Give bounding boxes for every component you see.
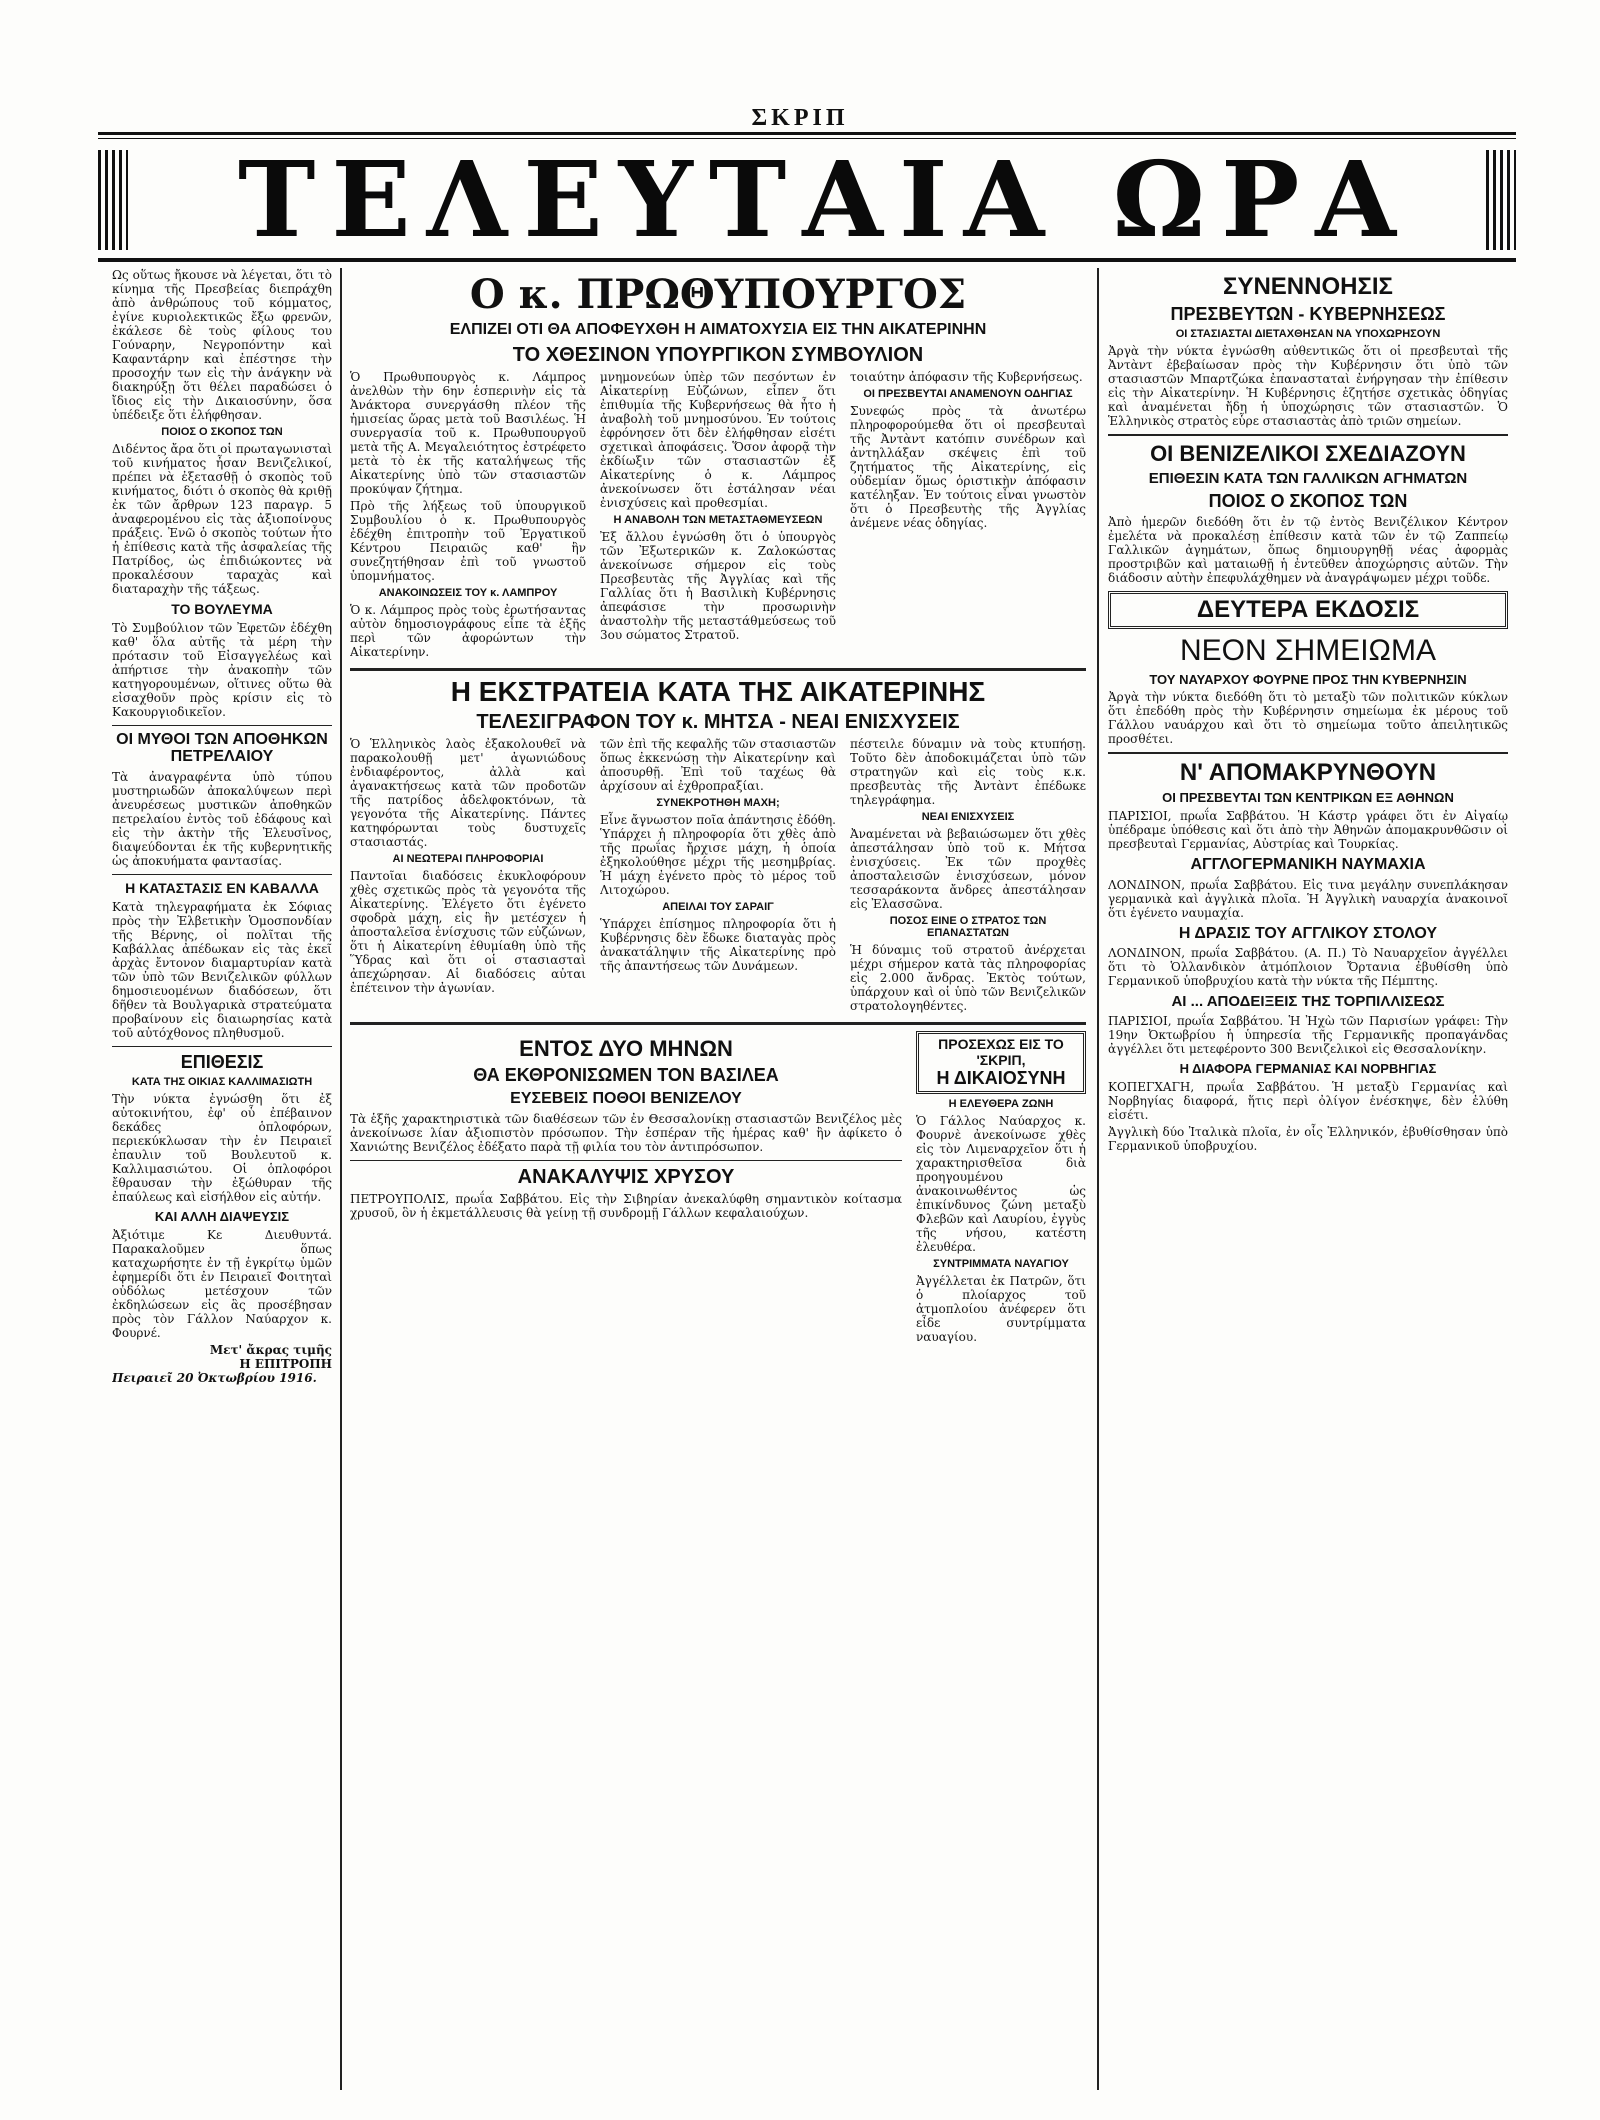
a-col1-body-3: Ὁ κ. Λάμπρος πρὸς τοὺς ἐρωτήσαντας αὐτὸν δημοσιογράφους εἶπε τὰ ἑξῆς περὶ τῶν ἀφορώντων τὴν Αἰκατερίνην. — [350, 602, 586, 659]
b-col2-body-3: Ὑπάρχει ἐπίσημος πληροφορία ὅτι ἡ Κυβέρνησις δὲν ἔδωκε διαταγὰς πρὸς ἀνακατάληψιν τῆς Αἰκατερίνης πρὸ τῆς ἀπαντήσεως τῶν Δυνάμεων. — [600, 917, 836, 974]
b-col1-body: Ὁ Ἑλληνικὸς λαὸς ἐξακολουθεῖ νὰ παρακολουθῇ μετ' ἀγωνιώδους ἐνδιαφέροντος, ἀλλὰ καὶ ἀγανακτήσεως κατὰ τῶν προδοτῶν τῆς πατρίδος ἀδελφοκτόνων, τὰ γεγονότα τῆς Αἰκατερίνης. Πάντες κατηφόρωνται τοὺς δυστυχεῖς στασιαστάς. — [350, 737, 586, 850]
d-box-line-1: ΠΡΟΣΕΧΩΣ ΕΙΣ ΤΟ 'ΣΚΡΙΠ, — [938, 1036, 1064, 1069]
h2-headline-right: ΟΙ ΒΕΝΙΖΕΛΙΚΟΙ ΣΧΕΔΙΑΖΟΥΝ — [1150, 440, 1466, 466]
s6-heading: ΚΑΙ ΑΛΛΗ ΔΙΑΨΕΥΣΙΣ — [154, 1209, 290, 1225]
f-body-right: ΛΟΝΔΙΝΟΝ, πρωΐα Σαββάτου. (Α. Π.) Τὸ Ναυαρχεῖον ἀγγέλλει ὅτι τὸ Ὁλλανδικὸν ἀτμόπλοιον Ὄρτανια ἐβυθίσθη ὑπὸ Γερμανικοῦ ὑποβρυχίου κατὰ τὴν νύκτα τῆς Πέμπτης. — [1108, 946, 1508, 989]
h6-headline-right: Η ΔΡΑΣΙΣ ΤΟΥ ΑΓΓΛΙΚΟΥ ΣΤΟΛΟΥ — [1178, 924, 1438, 942]
a-body-right: Ἀργὰ τὴν νύκτα ἐγνώσθη αὐθεντικῶς ὅτι οἱ πρεσβευταὶ τῆς Ἀντὰντ ἐβεβαίωσαν πρὸς τὴν Κυβέρνησιν ὅτι ὑπὸ τῶν στασιαστῶν Μπαρτζώκα ἐπανασταταὶ ἐνήργησαν τὴν ἐπίθεσιν εἰς τὴν Αἰκατερίνην. Ἡ Κυβέρνησις ἐζητήσε σχετικὰς ὁδηγίας καὶ ἀναμένεται ἤδη ἡ ὑποχώρησις τῶν στασιαστῶν. Ὁ Ἑλληνικὸς στρατὸς εὗρε στασιαστὰς ἀπὸ τριῶν σημείων. — [1108, 344, 1508, 429]
a-col1-body: Ὁ Πρωθυπουργὸς κ. Λάμπρος ἀνελθὼν τὴν 6ην ἑσπερινὴν εἰς τὰ Ἀνάκτορα συνεργάσθη πλέον τῆς ἡμισείας ὥρας μετὰ τοῦ Βασιλέως. Ἡ συνεργασία τοῦ κ. Πρωθυπουργοῦ μετὰ τῆς Α. Μεγαλειότητος ἐστρέφετο μετὰ τὸ ἐκ τῆς καταλήψεως τῆς Αἰκατερίνης ὑπὸ τῶν στασιαστῶν προκύψαν ζήτημα. — [350, 369, 586, 496]
intro-text: Ως οὕτως ἤκουσε νὰ λέγεται, ὅτι τὸ κίνημα τῆς Πρεσβείας διεπράχθη ἀπὸ ἀνθρώπους τοῦ κόμματος, ἐγίνε κυριολεκτικῶς ἔξω φρενῶν, ἐκάλεσε δὲ τοὺς φίλους του Γούναρην, Νεγροπόντην καὶ Καφαντάρην καὶ ἐπέστησε τὴν προσοχήν των εἰς τὴν ἀνάγκην νὰ διακηρύξῃ ὅτι θέλει παραδώσει ὁ ἴδιος εἰς τὴν Δικαιοσύνην, ὅσα ὑπέδειξε ὅτι ἐλήφθησαν. — [112, 268, 332, 422]
e-body: ΠΕΤΡΟΥΠΟΛΙΣ, πρωΐα Σαββάτου. Εἰς τὴν Σιβηρίαν ἀνεκαλύφθη σημαντικὸν κοίτασμα χρυσοῦ, ὃν ἡ ἐκμετάλλευσις θὰ γείνῃ τῇ συνδρομῇ Γάλλων κεφαλαιούχων. — [350, 1192, 902, 1221]
h3-subheading-right: ΤΟΥ ΝΑΥΑΡΧΟΥ ΦΟΥΡΝΕ ΠΡΟΣ ΤΗΝ ΚΥΒΕΡΝΗΣΙΝ — [1149, 671, 1467, 687]
s3-body: Τὰ ἀναγραφέντα ὑπὸ τύπου μυστηριωδῶν ἀποκαλύψεων περὶ ἀνευρέσεως μυστικῶν ἀποθηκῶν πετρελαίου ἐντὸς τοῦ ἐδάφους καὶ εἰς τὴν ἀκτὴν τῆς Ἐλευσῖνος, διαψεύδονται ἐκ τῆς κυβερνητικῆς ὡς ἀποκυήματα φαντασίας. — [112, 769, 332, 868]
a-col1-body-2: Πρὸ τῆς λήξεως τοῦ ὑπουργικοῦ Συμβουλίου ὁ κ. Πρωθυπουργὸς ἐδέχθη ἐπιτροπὴν τοῦ Ἐργατικοῦ Κέντρου Πειραιῶς καθ' ἣν συνεζητήθησαν ἐπὶ τοῦ γνωστοῦ ὑπομνήματος. — [350, 498, 586, 583]
h7-headline-right: ΑΙ ... ΑΠΟΔΕΙΞΕΙΣ ΤΗΣ ΤΟΡΠΙΛΛΙΣΕΩΣ — [1171, 993, 1445, 1011]
h1-subheading-right-2: ΟΙ ΣΤΑΣΙΑΣΤΑΙ ΔΙΕΤΑΧΘΗΣΑΝ ΝΑ ΥΠΟΧΩΡΗΣΟΥΝ — [1175, 328, 1441, 341]
b-col3-heading: ΝΕΑΙ ΕΝΙΣΧΥΣΕΙΣ — [921, 811, 1015, 824]
s6-body: Ἀξιότιμε Κε Διευθυντά. Παρακαλοῦμεν ὅπως καταχωρήσητε ἐν τῇ ἐγκρίτῳ ὑμῶν ἐφημερίδι ὅτι ἐν Πειραιεῖ Φοιτηταὶ οὐδόλως μετέσχουν τῶν ἐκδηλώσεων εἰς ἃς προσέβησαν πρὸς τὸν Γάλλον Ναύαρχον κ. Φουρνέ. — [112, 1228, 332, 1340]
b-col2-body-2: Εἶνε ἄγνωστον ποῖα ἀπάντησις ἐδόθη. Ὑπάρχει ἡ πληροφορία ὅτι χθὲς ἀπὸ τῆς πρωΐας ἤρχισε μάχη, ἡ ὁποία ἐξηκολούθησε μέχρι τῆς μεσημβρίας. Ἡ μάχη ἐγένετο πρὸς τὸ μέρος τοῦ Λιτοχώρου. — [600, 813, 836, 898]
h2-subheading-right: ΕΠΙΘΕΣΙΝ ΚΑΤΑ ΤΩΝ ΓΑΛΛΙΚΩΝ ΑΓΗΜΑΤΩΝ — [1148, 469, 1468, 487]
b-col2-heading-2: ΑΠΕΙΛΑΙ ΤΟΥ ΣΑΡΑΙΓ — [662, 901, 774, 914]
h1-subheading: ΕΛΠΙΖΕΙ ΟΤΙ ΘΑ ΑΠΟΦΕΥΧΘΗ Η ΑΙΜΑΤΟΧΥΣΙΑ ΕΙΣ ΤΗΝ ΑΙΚΑΤΕΡΙΝΗΝ — [449, 321, 987, 338]
column-right — [1108, 268, 1508, 2090]
b-col3-body-2: Ἀναμένεται νὰ βεβαιώσωμεν ὅτι χθὲς ἀπεστάλησαν ὑπὸ τοῦ κ. Μήτσα ἐνισχύσεις. Ἐκ τῶν προχθὲς ἀποσταλεισῶν ἐνισχύσεων, μόνον τεσσαράκοντα ἄνδρες ἀπεστάλησαν εἰς Ἐλασσῶνα. — [850, 827, 1086, 912]
h1-headline: Ο κ. ΠΡΩΘΥΠΟΥΡΓΟΣ — [469, 271, 967, 318]
s2-heading: ΤΟ ΒΟΥΛΕΥΜΑ — [171, 601, 273, 617]
b-col2-body: τῶν ἐπὶ τῆς κεφαλῆς τῶν στασιαστῶν ὅπως ἐκκενώσῃ τὴν Αἰκατερίνην καὶ ἀποσυρθῇ. Ἐπὶ τοῦ ταχέως θὰ ἀρχίσουν αἱ ἐχθροπραξίαι. — [600, 737, 836, 794]
s5-body: Τὴν νύκτα ἐγνώσθη ὅτι ἐξ αὐτοκινήτου, ἐφ' οὗ ἐπέβαινον δεκάδες ὁπλοφόρων, περιεκύκλωσαν τὴν ἐν Πειραιεῖ ἐπαυλιν τοῦ Βουλευτοῦ κ. Καλλιμασιώτου. Οἱ ὁπλοφόροι ἔθραυσαν τὴν ἐξώθυραν τῆς ἐπαύλεως καὶ εἰσήλθον εἰς αὐτήν. — [112, 1092, 332, 1205]
e-body-right: ΛΟΝΔΙΝΟΝ, πρωΐα Σαββάτου. Εἰς τινα μεγάλην συνεπλάκησαν γερμανικὰ καὶ ἀγγλικὰ πλοῖα. Ἡ Ἀγγλικὴ ναυαρχία ἀνακοινοῖ ὅτι ἐγένετο ναυμαχία. — [1108, 877, 1508, 920]
s4-heading: Η ΚΑΤΑΣΤΑΣΙΣ ΕΝ ΚΑΒΑΛΛΑ — [125, 880, 319, 897]
h2-subheading-right-2: ΠΟΙΟΣ Ο ΣΚΟΠΟΣ ΤΩΝ — [1208, 491, 1408, 512]
h1-subheading-2: ΤΟ ΧΘΕΣΙΝΟΝ ΥΠΟΥΡΓΙΚΟΝ ΣΥΜΒΟΥΛΙΟΝ — [512, 343, 924, 366]
d-body-right: ΠΑΡΙΣΙΟΙ, πρωΐα Σαββάτου. Ἡ Κάστρ γράφει ὅτι ἐν Αἰγαίῳ ὑπέδραμε ὑπόθεσις καὶ ὅτι ἀπὸ τὴν Ἀθηνῶν ἀπομακρυνθῶσιν οἱ πρεσβευταὶ Γερμανίας, Αὐστρίας καὶ Τουρκίας. — [1108, 808, 1508, 851]
column-separator-1 — [340, 268, 342, 2090]
h2-headline: Η ΕΚΣΤΡΑΤΕΙΑ ΚΑΤΑ ΤΗΣ ΑΙΚΑΤΕΡΙΝΗΣ — [450, 675, 986, 707]
s4-body: Κατὰ τηλεγραφήματα ἐκ Σόφιας πρὸς τὴν Ἐλβετικὴν Ὁμοσπονδίαν τῆς Βέρνης, οἱ πολῖται τῆς Καβάλλας ἀπέδωκαν εἰς τὰς ἐκεῖ ἀρχὰς ἔντονον διαμαρτυρίαν κατὰ τῶν ὑπὸ τῶν Βενιζελικῶν φύλλων δημοσιευομένων διαδόσεων, ὅτι δῆθεν τὰ Βουλγαρικὰ στρατεύματα προβαίνουν εἰς διαιωρησίας κατὰ τοῦ αὐτόχθονος πληθυσμοῦ. — [112, 899, 332, 1040]
a-col1-heading: ΑΝΑΚΟΙΝΩΣΕΙΣ ΤΟΥ κ. ΛΑΜΠΡΟΥ — [378, 586, 558, 599]
s1-heading: ΠΟΙΟΣ Ο ΣΚΟΠΟΣ ΤΩΝ — [161, 426, 283, 438]
d-heading-2: ΣΥΝΤΡΙΜΜΑΤΑ ΝΑΥΑΓΙΟΥ — [933, 1258, 1069, 1271]
top-rule-thin — [98, 138, 1516, 139]
d-body: Ὁ Γάλλος Ναύαρχος κ. Φουρνὲ ἀνεκοίνωσε χθὲς εἰς τὸν Λιμεναρχεῖον ὅτι ἡ χαρακτηρισθεῖσα διὰ προηγουμένου ἀνακοινωθέντος ὡς ἐπικίνδυνος ζώνη μεταξὺ Φλεβῶν καὶ Λαυρίου, ἐγγὺς τῆς νήσου, κατέστη ἐλευθέρα. — [916, 1114, 1086, 1255]
d-body-2: Ἀγγέλλεται ἐκ Πατρῶν, ὅτι ὁ πλοίαρχος τοῦ ἀτμοπλοίου ἀνέφερεν ὅτι εἶδε συντρίμματα ναυαγίου. — [916, 1274, 1086, 1345]
g-body-right: ΠΑΡΙΣΙΟΙ, πρωΐα Σαββάτου. Ἡ Ἠχὼ τῶν Παρισίων γράφει: Τὴν 19ην Ὀκτωβρίου ἡ ὑπηρεσία τῆς Γερμανικῆς προπαγάνδας ἀγγέλλει ὅτι μετεφέροντο 300 Βενιζελικοὶ εἰς Θεσσαλονίκην. — [1108, 1014, 1508, 1057]
d-box — [916, 1031, 1086, 1094]
second-edition-box: ΔΕΥΤΕΡΑ ΕΚΔΟΣΙΣ — [1108, 591, 1508, 629]
d-heading: Η ΕΛΕΥΘΕΡΑ ΖΩΝΗ — [948, 1098, 1054, 1111]
signature: Η ΕΠΙΤΡΟΠΗ — [239, 1357, 332, 1371]
article-2 — [350, 737, 1086, 1016]
a-col3-heading: ΟΙ ΠΡΕΣΒΕΥΤΑΙ ΑΝΑΜΕΝΟΥΝ ΟΔΗΓΙΑΣ — [863, 387, 1073, 400]
s3-heading: ΟΙ ΜΥΘΟΙ ΤΩΝ ΑΠΟΘΗΚΩΝ ΠΕΤΡΕΛΑΙΟΥ — [116, 731, 328, 765]
signoff: Μετ' ἄκρας τιμῆς — [209, 1343, 332, 1357]
h1-subheading-right: ΠΡΕΣΒΕΥΤΩΝ - ΚΥΒΕΡΝΗΣΕΩΣ — [1170, 304, 1446, 325]
c-subheading: ΘΑ ΕΚΘΡΟΝΙΣΩΜΕΝ ΤΟΝ ΒΑΣΙΛΕΑ — [473, 1065, 779, 1086]
a-col2-body: μνημονεύων ὑπὲρ τῶν πεσόντων ἐν Αἰκατερίνῃ Εὐζώνων, εἶπεν ὅτι ἐπιθυμία τῆς Κυβερνήσεως θὰ ἦτο ἡ ἀναβολὴ τοῦ μνημοσύνου. Ἐν τούτοις ἐφρόνησεν ὅτι δὲν ἐλήφθησαν εἰσέτι σχετικαὶ ἀποφάσεις. Ὅσον ἀφορᾷ τὴν ἐκδίωξιν τῶν στασιαστῶν ἐξ Αἰκατερίνης ὁ κ. Λάμπρος ἀνεκοίνωσεν ὅτι ἐστάλησαν νέαι ἐνισχύσεις καὶ προθεσμίαι. — [600, 369, 836, 510]
banner-title: ΤΕΛΕΥΤΑΙΑ ΩΡΑ — [238, 150, 1412, 250]
h2-subheading: ΤΕΛΕΣΙΓΡΑΦΟΝ ΤΟΥ κ. ΜΗΤΣΑ - ΝΕΑΙ ΕΝΙΣΧΥΣΕΙΣ — [476, 711, 960, 734]
s5-subheading: ΚΑΤΑ ΤΗΣ ΟΙΚΙΑΣ ΚΑΛΛΙΜΑΣΙΩΤΗ — [131, 1076, 313, 1089]
a-col2-body-2: Ἐξ ἄλλου ἐγνώσθη ὅτι ὁ ὑπουργὸς τῶν Ἐξωτερικῶν κ. Ζαλοκώστας ἀνεκοίνωσε σήμερον εἰς τοὺς Πρεσβευτὰς τῆς Ἀγγλίας καὶ τῆς Γαλλίας ὅτι ἡ Βασιλικὴ Κυβέρνησις ἀπεφάσισε τὴν προσωρινὴν ἀναστολὴν τῆς μεταστάθμεύσεως τοῦ 3ου σώματος Στρατοῦ. — [600, 529, 836, 642]
b-col1-body-2: Παντοῖαι διαδόσεις ἐκυκλοφόρουν χθὲς σχετικῶς πρὸς τὰ γεγονότα τῆς Αἰκατερίνης. Ἐλέγετο ὅτι ἐγένετο σφοδρὰ μάχη, εἰς ἣν μετέσχεν ἡ ἀποσταλεῖσα ἐνίσχυσις τῶν εὐζώνων, ὅτι ἡ Αἰκατερίνη ἐθυμίαθη ὑπὸ τῆς Ὕδρας καὶ ὅτι οἱ στασιασταὶ ἀπεχώρησαν. Αἱ διαδόσεις αὐται ἐπέτεινον τὴν ἀγωνίαν. — [350, 869, 586, 996]
h5-headline-right: ΑΓΓΛΟΓΕΡΜΑΝΙΚΗ ΝΑΥΜΑΧΙΑ — [1190, 855, 1426, 873]
e-headline: ΑΝΑΚΑΛΥΨΙΣ ΧΡΥΣΟΥ — [517, 1166, 735, 1189]
h1-headline-right: ΣΥΝΕΝΝΟΗΣΙΣ — [1223, 273, 1393, 300]
h8-headline-right: Η ΔΙΑΦΟΡΑ ΓΕΡΜΑΝΙΑΣ ΚΑΙ ΝΟΡΒΗΓΙΑΣ — [1179, 1061, 1437, 1077]
c-headline: ΕΝΤΟΣ ΔΥΟ ΜΗΝΩΝ — [519, 1036, 733, 1062]
s1-body: Διδέντος ἄρα ὅτι οἱ πρωταγωνισταὶ τοῦ κινήματος ἦσαν Βενιζελικοί, πρέπει νὰ ἐξετασθῇ ὁ σκοπὸς τοῦ κινήματος, διότι ὁ σκοπὸς θὰ κριθῇ ἐκ τῶν ἄρθρων 123 παραγρ. 5 ἀναφερομένου εἰς τὰς ἀξιοποίνους πράξεις. Ἐνῶ ὁ σκοπὸς τούτων ἦτο ἡ ἐπίθεσις κατὰ τῆς ἀσφαλείας τῆς Πατρίδος, ὡς ἐπιδιώκοντες νὰ προκαλέσουν ταραχὰς καὶ διαταραχὴν τῆς τάξεως. — [112, 442, 332, 596]
d-box-line-2: Η ΔΙΚΑΙΟΣΥΝΗ — [936, 1068, 1066, 1089]
banner-rule — [98, 258, 1516, 262]
a-col2-heading: Η ΑΝΑΒΟΛΗ ΤΩΝ ΜΕΤΑΣΤΑΘΜΕΥΣΕΩΝ — [613, 513, 823, 526]
masthead: ΣΚΡΙΠ — [751, 105, 849, 131]
c-subheading-2: ΕΥΣΕΒΕΙΣ ΠΟΘΟΙ ΒΕΝΙΖΕΛΟΥ — [510, 1090, 742, 1108]
a-col3-body: τοιαύτην ἀπόφασιν τῆς Κυβερνήσεως. — [850, 369, 1083, 384]
bottom-section — [350, 1031, 1086, 1347]
c-body-right: Ἀργὰ τὴν νύκτα διεδόθη ὅτι τὸ μεταξὺ τῶν πολιτικῶν κύκλων ὅτι ἐπεδόθη πρὸς τὴν Κυβέρνησιν σημείωμα ἐκ μέρους τοῦ Γάλλου ναυάρχου καὶ ὅτι τὸ σημείωμα τοῦτο ἀπειλητικῶς προσθέτει. — [1108, 690, 1508, 747]
b-col2-heading: ΣΥΝΕΚΡΟΤΗΘΗ ΜΑΧΗ; — [656, 797, 780, 810]
column-separator-2 — [1097, 268, 1099, 2090]
dateline: Πειραιεῖ 20 Ὀκτωβρίου 1916. — [112, 1371, 317, 1385]
c-body: Τὰ ἑξῆς χαρακτηριστικὰ τῶν διαθέσεων τῶν ἐν Θεσσαλονίκῃ στασιαστῶν Βενιζέλος μὲς ἀνεκοίνωσε λίαν ἀξιοπιστὸν πρόσωπον. Τὴν ἑσπέραν τῆς ἡμέρας καθ' ἣν ἀφίκετο ὁ Χανιώτης Βενιζέλος ἐδέξατο παρὰ τῇ φιλία του τὸν ἀντιπρόσωπον. — [350, 1111, 902, 1154]
article-1 — [350, 370, 1086, 662]
b-col3-body-3: Ἡ δύναμις τοῦ στρατοῦ ἀνέρχεται μέχρι σήμερον κατὰ τὰς πληροφορίας εἰς 2.000 ἄνδρας. Ἐκτὸς τούτων, ὑπάρχουν καὶ οἱ ὑπὸ τῶν Βενιζελικῶν στρατολογηθέντες. — [850, 943, 1086, 1014]
column-left — [112, 268, 332, 2090]
column-center — [350, 268, 1086, 2090]
top-rule — [98, 132, 1516, 135]
s2-body: Τὸ Συμβούλιον τῶν Ἐφετῶν ἐδέχθη καθ' ὅλα αὐτῆς τὰ μέρη τὴν πρότασιν τοῦ Εἰσαγγελέως καὶ ἀπήρτισε τὴν ἀνακοπὴν τῶν κατηγορουμένων, οἵτινες οὕτω θὰ εἰσαχθοῦν πρὸς κρίσιν εἰς τὸ Κακουργιοδικεῖον. — [112, 620, 332, 719]
h4-subheading-right: ΟΙ ΠΡΕΣΒΕΥΤΑΙ ΤΩΝ ΚΕΝΤΡΙΚΩΝ ΕΞ ΑΘΗΝΩΝ — [1162, 790, 1454, 806]
b-col3-heading-2: ΠΟΣΟΣ ΕΙΝΕ Ο ΣΤΡΑΤΟΣ ΤΩΝ ΕΠΑΝΑΣΤΑΤΩΝ — [889, 915, 1047, 940]
b-body-right: Ἀπὸ ἡμερῶν διεδόθη ὅτι ἐν τῷ ἐντὸς Βενιζέλικον Κέντρον ἐμελέτα νὰ προκαλέσῃ ἐπίθεσιν κατὰ τῶν ἐν τῷ Ζαππείῳ Γαλλικῶν ἀγημάτων, ὅπως δημιουργηθῇ νέας ἀφορμὰς προστριβῶν καὶ ματαιωθῇ ἡ ἐντεῦθεν ἀποχώρησις αὐτῶν. Τὴν διάδοσιν αὐτὴν ἐπεφυλάχθημεν νὰ ἀναγράψωμεν μέχρι τοῦδε. — [1108, 515, 1508, 586]
h3-headline-right: ΝΕΟΝ ΣΗΜΕΙΩΜΑ — [1180, 634, 1436, 668]
h4-headline-right: Ν' ΑΠΟΜΑΚΡΥΝΘΟΥΝ — [1179, 758, 1437, 786]
b-col3-body: πέστειλε δύναμιν νὰ τοὺς κτυπήσῃ. Τοῦτο δὲν ἀποδοκιμάζεται ὑπὸ τῶν στρατηγῶν καὶ εἰς τοὺς κ.κ. πρεσβευτὰς τῆς Ἀντὰντ ἐπέδωκε τηλεγράφημα. — [850, 737, 1086, 808]
banner-left-ornament — [98, 150, 128, 250]
s5-heading: ΕΠΙΘΕΣΙΣ — [180, 1052, 264, 1073]
h-body-right-2: Ἀγγλικὴ δύο Ἰταλικὰ πλοῖα, ἐν οἷς Ἑλληνικόν, ἐβυθίσθησαν ὑπὸ Γερμανικοῦ ὑποβρυχίου. — [1108, 1124, 1508, 1153]
a-col3-body-2: Συνεφώς πρὸς τὰ ἀνωτέρω πληροφορούμεθα ὅτι οἱ πρεσβευταὶ τῆς Ἀντὰντ κατόπιν συνέδρων καὶ ἀντηλλάξαν σκέψεις ἐπὶ τοῦ ζητήματος τῆς Αἰκατερίνης, εἰς οὐδεμίαν ὅμως ὁριστικὴν ἀπόφασιν κατέληξαν. Ἐν τούτοις εἶναι γνωστὸν ὅτι ὁ Πρεσβευτὴς τῆς Ἀγγλίας ἀνέμενε νέας ὁδηγίας. — [850, 403, 1086, 530]
h-body-right: ΚΟΠΕΓΧΑΓΗ, πρωΐα Σαββάτου. Ἡ μεταξὺ Γερμανίας καὶ Νορβηγίας διαφορά, ἥτις περὶ ὀλίγον ἐνέσκηψε, δὲν ἐλύθη εἰσέτι. — [1108, 1079, 1508, 1122]
b-col1-heading: ΑΙ ΝΕΩΤΕΡΑΙ ΠΛΗΡΟΦΟΡΙΑΙ — [392, 853, 544, 866]
